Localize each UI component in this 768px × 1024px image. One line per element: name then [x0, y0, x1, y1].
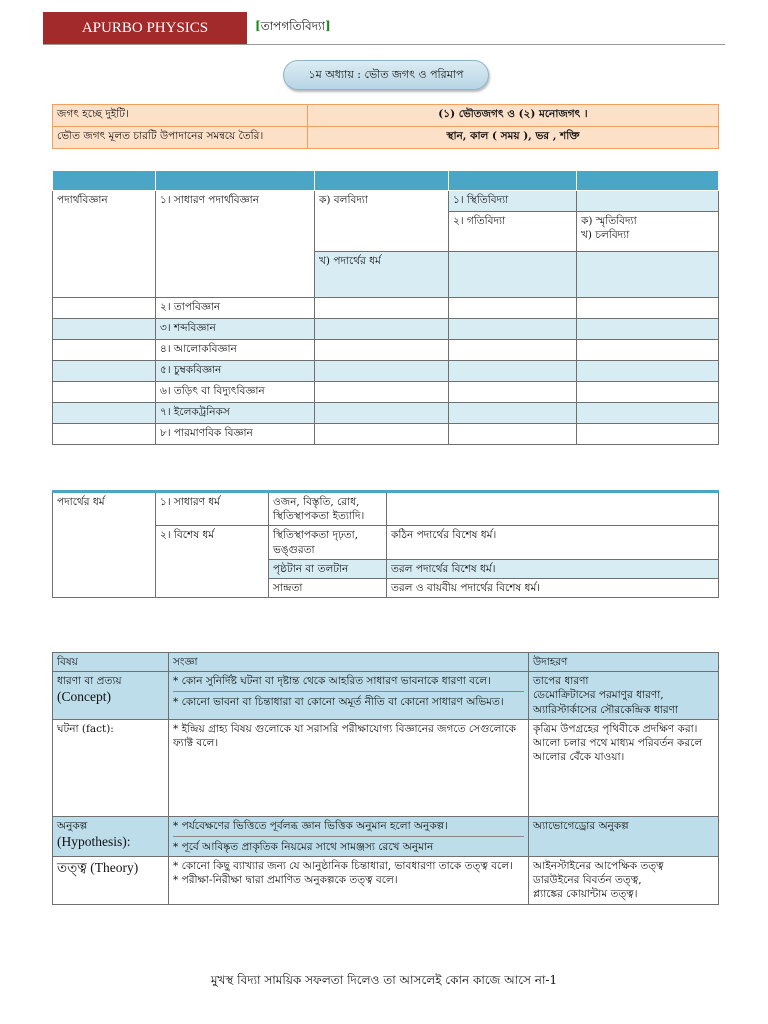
chapter-title: [283, 60, 489, 90]
matter-properties-table: [52, 490, 719, 598]
term-bn: ধারণা বা প্রত্যয়: [57, 675, 122, 688]
kinematics-a: ক) স্মৃতিবিদ্যা: [581, 215, 637, 227]
table-cell: স্থিতিস্থাপকতা দৃঢ়তা, ভঙ্গুরতা: [269, 526, 387, 559]
example: তাপের ধারণা: [533, 675, 589, 688]
header-divider: [43, 44, 725, 45]
table-row: [53, 492, 719, 526]
term-en: (Hypothesis):: [57, 833, 131, 849]
table-row: [53, 857, 719, 905]
table-cell: তরল পদার্থের বিশেষ ধর্ম।: [387, 559, 719, 578]
table-cell: সান্দ্রতা: [269, 578, 387, 597]
brand-banner: [43, 12, 247, 45]
table-row: [53, 105, 719, 127]
column-header: সংজ্ঞা: [169, 653, 529, 672]
table-cell: [529, 719, 719, 816]
table-cell: [387, 492, 719, 526]
table-cell: [53, 816, 169, 856]
example: কৃত্রিম উপগ্রহের পৃথিবীকে প্রদক্ষিণ করা।: [533, 722, 698, 735]
table-cell: [169, 816, 529, 856]
example: ডারউইনের বিবর্তন তত্ত্ব,: [533, 874, 642, 887]
table-cell: ঘটনা (fact):: [53, 719, 169, 816]
table-cell: ভৌত জগৎ মূলত চারটি উপাদানের সমন্বয়ে তৈরি।: [53, 127, 308, 149]
definition: * কোনো কিছু ব্যাখ্যার জন্য যে আনুষ্ঠানিক চিন্তাধারা, ভাবধারণা তাকে তত্ত্ব বলে।: [173, 860, 513, 873]
table-cell: ৩। শব্দবিজ্ঞান: [156, 319, 315, 340]
table-cell: ওজন, বিস্তৃতি, রোধ, স্থিতিস্থাপকতা ইত্যাদি।: [269, 492, 387, 526]
table-cell: পৃষ্ঠটান বা তলটান: [269, 559, 387, 578]
example: আইনস্টাইনের আপেক্ষিক তত্ত্ব: [533, 860, 664, 873]
table-cell: জগৎ হচ্ছে দুইটি।: [53, 105, 308, 127]
table-cell: [169, 857, 529, 905]
table-cell: [529, 672, 719, 720]
table-cell: * ইন্দ্রিয় গ্রাহ্য বিষয় গুলোকে যা সরাসরি পরীক্ষাযোগ্য বিজ্ঞানের জগতে সেগুলোকে ফ্যাক্ট বলে।: [169, 719, 529, 816]
example: অ্যারিস্টার্কাসের সৌরকেন্দ্রিক ধারণা: [533, 703, 679, 716]
table-cell: ৭। ইলেকট্রনিকস: [156, 403, 315, 424]
table-cell: ক) বলবিদ্যা: [315, 191, 449, 252]
table-row: [53, 403, 719, 424]
table-cell: [529, 857, 719, 905]
subtitle-text: তাপগতিবিদ্যা: [260, 19, 325, 33]
definition: * পর্যবেক্ষণের ভিত্তিতে পূর্বলব্ধ জ্ঞান ভিত্তিক অনুমান হলো অনুকল্প।: [173, 819, 448, 832]
example: ডেমোক্রিটাসের পরমাণুর ধারণা,: [533, 689, 664, 702]
definition: * কোনো ভাবনা বা চিন্তাধারা বা কোনো অমূর্ত নীতি বা কোনো সাধারণ অভিমত।: [173, 691, 524, 709]
table-cell: [169, 672, 529, 720]
table-row: [53, 382, 719, 403]
table-cell: তরল ও বায়বীয় পদার্থের বিশেষ ধর্ম।: [387, 578, 719, 597]
table-cell: ৫। চুম্বকবিজ্ঞান: [156, 361, 315, 382]
term-bn: অনুকল্প: [57, 819, 88, 832]
table-cell: স্থান, কাল ( সময় ), ভর , শক্তি: [308, 127, 719, 149]
table-cell: (১) ভৌতজগৎ ও (২) মনোজগৎ ।: [308, 105, 719, 127]
table-row: [53, 191, 719, 212]
table-row: [53, 298, 719, 319]
table-cell: ২। তাপবিজ্ঞান: [156, 298, 315, 319]
table-row: [53, 672, 719, 720]
table-row: [53, 719, 719, 816]
table-cell: ২। গতিবিদ্যা: [449, 212, 577, 252]
table-cell: পদার্থবিজ্ঞান: [53, 191, 156, 298]
header-subtitle: [তাপগতিবিদ্যা]: [255, 19, 331, 33]
table-cell: ৬। তড়িৎ বা বিদ্যুৎবিজ্ঞান: [156, 382, 315, 403]
example: প্ল্যাঙ্কের কোয়ান্টাম তত্ত্ব।: [533, 888, 638, 901]
term-en: (Concept): [57, 689, 111, 705]
page-footer: [0, 972, 768, 992]
table-cell: ৮। পারমাণবিক বিজ্ঞান: [156, 424, 315, 445]
table-cell: ২। বিশেষ ধর্ম: [156, 526, 269, 598]
table-cell: পদার্থের ধর্ম: [53, 492, 156, 598]
table-cell: [53, 672, 169, 720]
definition: * পূর্বে আবিষ্কৃত প্রাকৃতিক নিয়মের সাথে সামঞ্জস্য রেখে অনুমান: [173, 836, 524, 854]
table-row: [53, 361, 719, 382]
example: আলো চলার পথে মাধ্যম পরিবর্তন করলে আলোর বেঁকে যাওয়া।: [533, 736, 703, 764]
intro-table: [52, 104, 719, 149]
column-header: বিষয়: [53, 653, 169, 672]
definition: * পরীক্ষা-নিরীক্ষা দ্বারা প্রমাণিত অনুকল্পকে তত্ত্ব বলে।: [173, 874, 398, 887]
physics-branches-table: [52, 170, 719, 445]
table-row: [53, 340, 719, 361]
table-row: [53, 816, 719, 856]
footer-text: মুখস্থ বিদ্যা সাময়িক সফলতা দিলেও তা আসলেই কোন কাজে আসে না-1: [210, 973, 558, 987]
chapter-title-text: ১ম অধ্যায় : ভৌত জগৎ ও পরিমাপ: [308, 67, 464, 81]
table-cell: [577, 191, 719, 212]
table-cell: তত্ত্ব (Theory): [53, 857, 169, 905]
table-cell: [449, 252, 577, 298]
table-cell: অ্যাভোগেড্রোর অনুকল্প: [529, 816, 719, 856]
definition: * কোন সুনির্দিষ্ট ঘটনা বা দৃষ্টান্ত থেকে আহরিত সাধারণ ভাবনাকে ধারণা বলে।: [173, 675, 491, 688]
column-header: উদাহরণ: [529, 653, 719, 672]
table-cell: ১। সাধারণ ধর্ম: [156, 492, 269, 526]
table-row: [53, 319, 719, 340]
table-cell: খ) পদার্থের ধর্ম: [315, 252, 449, 298]
table-cell: ১। স্থিতিবিদ্যা: [449, 191, 577, 212]
table-cell: কঠিন পদার্থের বিশেষ ধর্ম।: [387, 526, 719, 559]
table-header-row: [53, 171, 719, 191]
table-cell: ৪। আলোকবিজ্ঞান: [156, 340, 315, 361]
brand-text: APURBO PHYSICS: [81, 20, 209, 36]
table-header-row: [53, 653, 719, 672]
table-cell: [577, 252, 719, 298]
table-cell: ১। সাধারণ পদার্থবিজ্ঞান: [156, 191, 315, 298]
table-cell: [577, 212, 719, 252]
table-row: [53, 424, 719, 445]
kinematics-b: খ) চলবিদ্যা: [581, 229, 630, 242]
concept-table: [52, 652, 719, 905]
table-row: [53, 127, 719, 149]
